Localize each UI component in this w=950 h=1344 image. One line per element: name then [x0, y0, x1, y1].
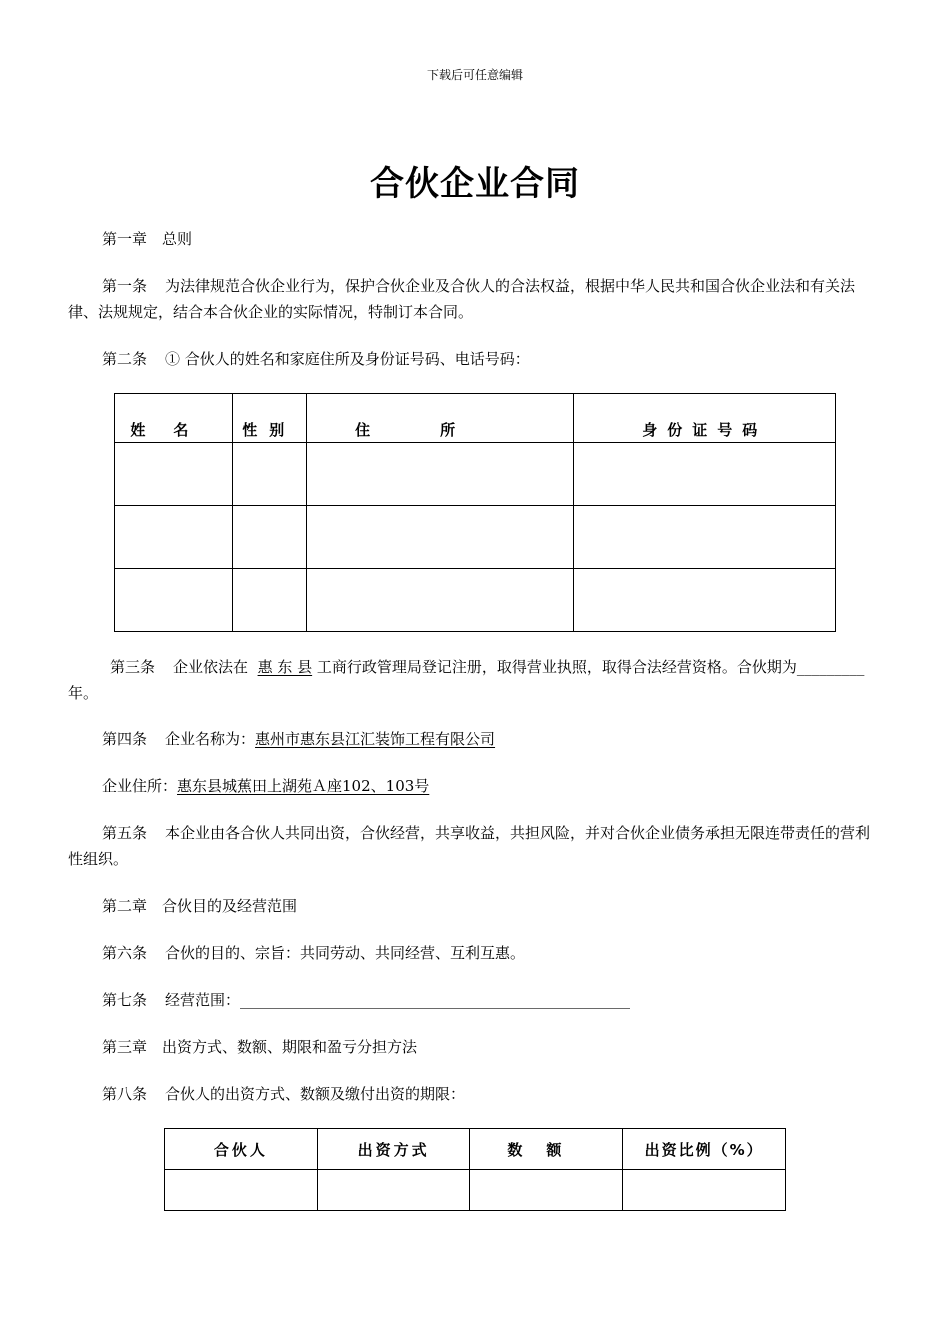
article-2-label: 第二条	[102, 350, 148, 368]
table-cell[interactable]	[232, 506, 306, 569]
header-gender: 性别	[232, 394, 306, 443]
header-contribution-method: 出资方式	[317, 1129, 470, 1170]
article-7-label: 第七条	[102, 991, 148, 1009]
article-3-label: 第三条	[110, 658, 156, 676]
header-contribution-ratio: 出资比例（%）	[623, 1129, 786, 1170]
business-scope-label: 经营范围：	[165, 991, 241, 1009]
table-cell[interactable]	[115, 443, 233, 506]
table-cell[interactable]	[232, 569, 306, 632]
header-name: 姓名	[115, 394, 233, 443]
article-3-end: 年。	[68, 684, 99, 702]
capital-contribution-header-row	[165, 1129, 786, 1170]
company-name: 惠州市惠东县江汇装饰工程有限公司	[255, 730, 496, 748]
company-address	[102, 773, 429, 799]
article-3	[68, 654, 882, 706]
article-8-text: 合伙人的出资方式、数额及缴付出资的期限：	[165, 1085, 466, 1103]
article-2-text: ① 合伙人的姓名和家庭住所及身份证号码、电话号码：	[165, 350, 530, 368]
table-cell[interactable]	[574, 506, 836, 569]
article-6-text: 合伙的目的、宗旨：共同劳动、共同经营、互利互惠。	[165, 944, 526, 962]
article-7	[102, 987, 630, 1013]
document-title: 合伙企业合同	[370, 164, 580, 204]
article-5-label: 第五条	[102, 824, 148, 842]
table-row	[115, 506, 836, 569]
table-cell[interactable]	[306, 569, 574, 632]
header-amount: 数额	[470, 1129, 623, 1170]
partnership-term-blank: _________	[796, 658, 865, 676]
header-id-number: 身份证号码	[574, 394, 836, 443]
article-3-post: 工商行政管理局登记注册，取得营业执照，取得合法经营资格。合伙期为	[316, 658, 797, 676]
table-cell[interactable]	[574, 569, 836, 632]
registration-county: 惠 东 县	[257, 658, 313, 676]
table-cell[interactable]	[306, 506, 574, 569]
table-cell[interactable]	[317, 1170, 470, 1211]
table-row	[115, 443, 836, 506]
header-address: 住所	[306, 394, 574, 443]
chapter-2-heading: 第二章 合伙目的及经营范围	[102, 897, 298, 915]
article-1-text: 为法律规范合伙企业行为，保护合伙企业及合伙人的合法权益，根据中华人民共和国合伙企业法和有关法律、法规规定，结合本合伙企业的实际情况，特制订本合同。	[68, 277, 856, 321]
header-partner: 合伙人	[165, 1129, 318, 1170]
article-1	[68, 273, 882, 325]
table-cell[interactable]	[115, 506, 233, 569]
article-2	[102, 346, 530, 372]
capital-contribution-table	[164, 1128, 786, 1211]
article-5	[68, 820, 882, 872]
chapter-3-heading: 第三章 出资方式、数额、期限和盈亏分担方法	[102, 1038, 418, 1056]
company-address-value: 惠东县城蕉田上湖苑Ａ座102、103号	[177, 777, 430, 795]
table-row	[115, 569, 836, 632]
article-6	[102, 940, 525, 966]
table-cell[interactable]	[574, 443, 836, 506]
chapter-1-heading: 第一章 总则	[102, 230, 193, 248]
business-scope-blank: ____________________________________________________	[240, 991, 631, 1009]
company-address-label: 企业住所：	[102, 777, 178, 795]
table-row	[165, 1170, 786, 1211]
header-note: 下载后可任意编辑	[426, 68, 523, 82]
table-cell[interactable]	[470, 1170, 623, 1211]
partner-info-table	[114, 393, 836, 632]
article-6-label: 第六条	[102, 944, 148, 962]
table-cell[interactable]	[165, 1170, 318, 1211]
table-cell[interactable]	[623, 1170, 786, 1211]
table-cell[interactable]	[306, 443, 574, 506]
article-1-label: 第一条	[102, 277, 148, 295]
article-5-text: 本企业由各合伙人共同出资，合伙经营，共享收益，共担风险，并对合伙企业债务承担无限连带责任的营利性组织。	[68, 824, 871, 868]
table-cell[interactable]	[232, 443, 306, 506]
article-4-label: 第四条	[102, 730, 148, 748]
article-3-pre: 企业依法在	[173, 658, 249, 676]
article-4-pre: 企业名称为：	[165, 730, 256, 748]
article-8-label: 第八条	[102, 1085, 148, 1103]
article-4	[102, 726, 495, 752]
table-cell[interactable]	[115, 569, 233, 632]
partner-info-header-row	[115, 394, 836, 443]
article-8	[102, 1081, 465, 1107]
